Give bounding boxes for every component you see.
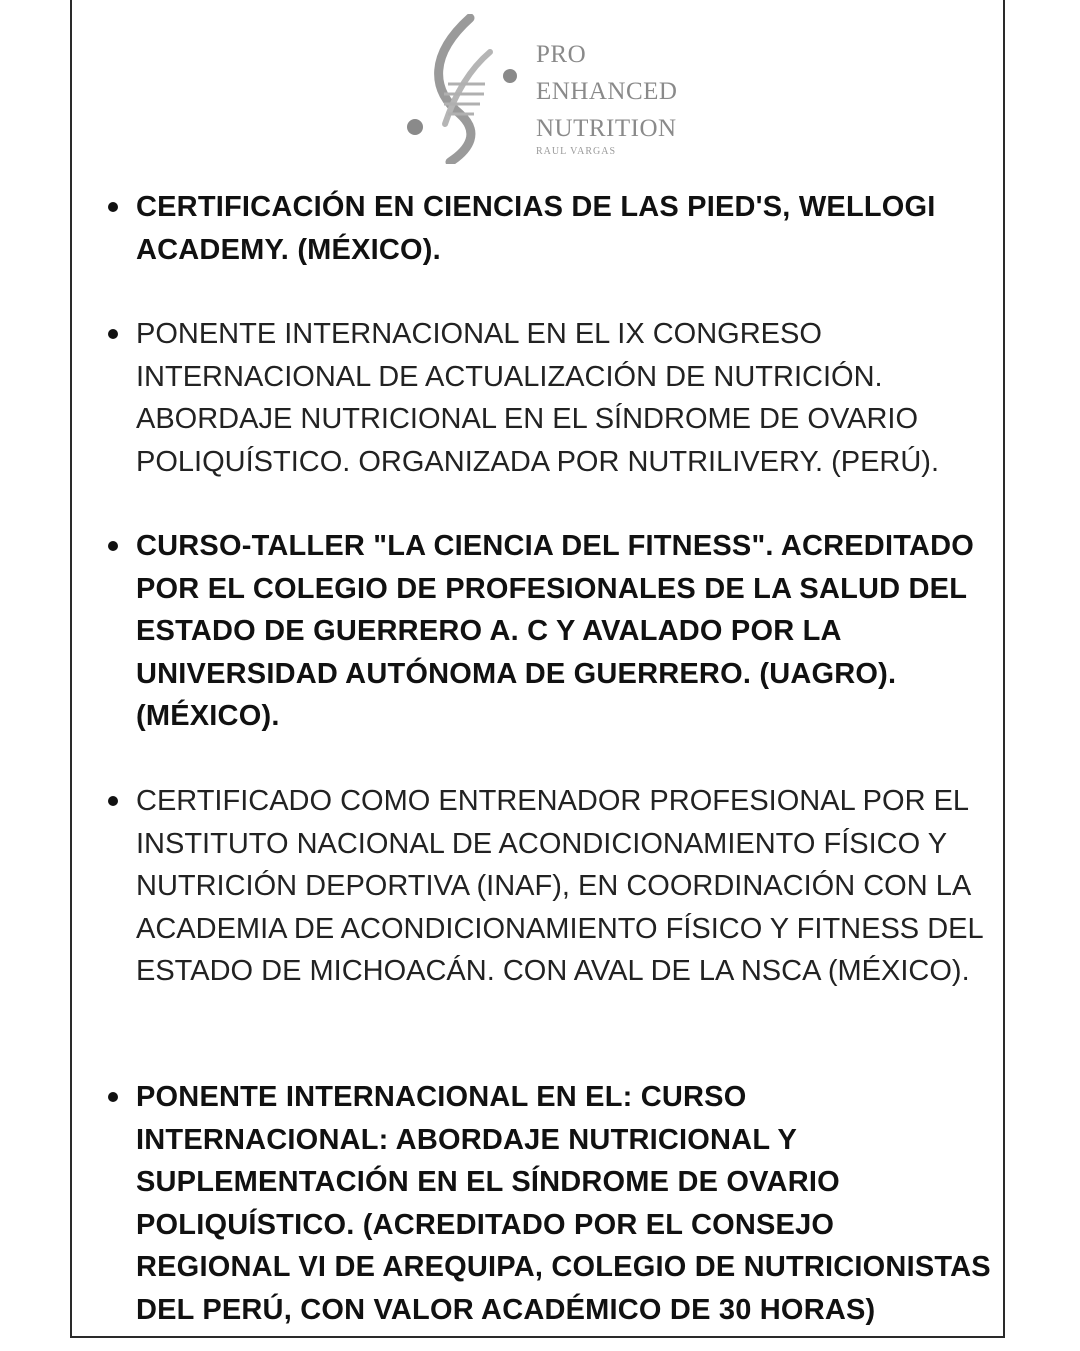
logo-brand-line-2: ENHANCED (536, 78, 678, 105)
logo (400, 14, 700, 164)
list-item-2: PONENTE INTERNACIONAL EN EL IX CONGRESO INTERNACIONAL DE ACTUALIZACIÓN DE NUTRICIÓN. ABORDAJE NUTRICIONAL EN EL SÍNDROME DE OVARIO POLIQUÍSTICO. ORGANIZADA POR NUTRILIVERY. (PERÚ). (136, 313, 996, 483)
logo-brand-line-1: PRO (536, 41, 587, 68)
list-item-4: CERTIFICADO COMO ENTRENADOR PROFESIONAL POR EL INSTITUTO NACIONAL DE ACONDICIONAMIENTO FÍSICO Y NUTRICIÓN DEPORTIVA (INAF), EN COORDINACIÓN CON LA ACADEMIA DE ACONDICIONAMIENTO FÍSICO Y FITNESS DEL ESTADO DE MICHOACÁN. CON AVAL DE LA NSCA (MÉXICO). (136, 780, 996, 993)
dna-helix-icon (400, 14, 530, 164)
logo-brand-line-3: NUTRITION (536, 115, 677, 142)
list-item-5: PONENTE INTERNACIONAL EN EL: CURSO INTERNACIONAL: ABORDAJE NUTRICIONAL Y SUPLEMENTACIÓN EN EL SÍNDROME DE OVARIO POLIQUÍSTICO. (ACREDITADO POR EL CONSEJO REGIONAL VI DE AREQUIPA, COLEGIO DE NUTRICIONISTAS DEL PERÚ, CON VALOR ACADÉMICO DE 30 HORAS) (136, 1076, 996, 1331)
list-item-3: CURSO-TALLER "LA CIENCIA DEL FITNESS". ACREDITADO POR EL COLEGIO DE PROFESIONALES DE LA SALUD DEL ESTADO DE GUERRERO A. C Y AVALADO POR LA UNIVERSIDAD AUTÓNOMA DE GUERRERO. (UAGRO). (MÉXICO). (136, 525, 996, 738)
logo-text (536, 36, 678, 159)
list-item-1: CERTIFICACIÓN EN CIENCIAS DE LAS PIED'S, WELLOGI ACADEMY. (MÉXICO). (136, 186, 996, 271)
logo-author: RAUL VARGAS (536, 146, 616, 157)
